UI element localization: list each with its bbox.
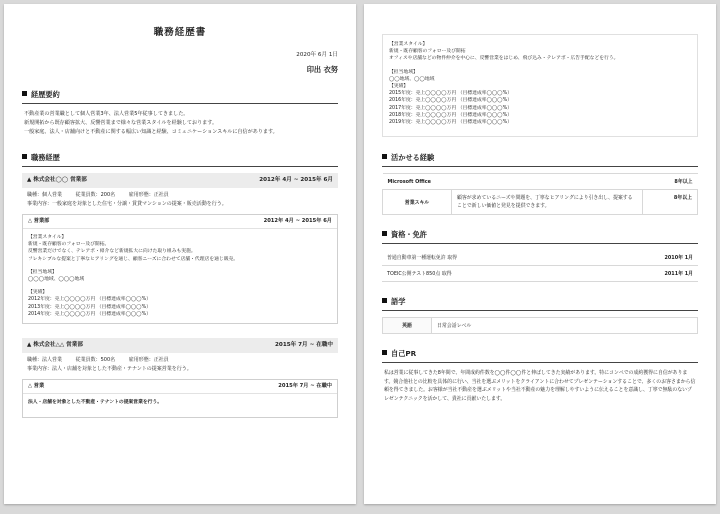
license-name: TOEIC公開テスト850点 取得 — [382, 266, 644, 282]
detail-line: 2015年度：売上◯◯◯◯万円 （目標達成率◯◯◯%） — [389, 91, 513, 97]
department-body — [23, 229, 337, 323]
section-heading-summary-label: 経歴要約 — [31, 90, 60, 99]
language-level: 日常会話レベル — [432, 318, 698, 334]
continued-department-box — [382, 34, 698, 137]
detail-line: 【担当地域】 — [389, 69, 418, 75]
department-header — [23, 215, 337, 229]
page-1 — [4, 4, 356, 504]
summary-line: 一般家庭、法人・店舗向けと不動産に関する幅広い知識と経験、コミュニケーションスキルに自信があります。 — [24, 129, 278, 135]
company-name: ▲ 株式会社△△ 営業部 — [27, 342, 83, 349]
table-row — [383, 174, 698, 190]
detail-line: 【実績】 — [28, 290, 48, 296]
skill-description: 顧客が求めているニーズや問題を、丁寧なヒアリングにより引き出し、提案することで新しい価値と発見を提供できます。 — [452, 190, 643, 215]
detail-line: 2017年度：売上◯◯◯◯万円 （目標達成率◯◯◯%） — [389, 105, 513, 111]
detail-line: 法人・店舗を対象とした不動産・テナントの提案営業を行う。 — [28, 400, 163, 406]
company-info — [22, 353, 338, 379]
department-period: 2015年 7月 ~ 在職中 — [278, 383, 332, 390]
detail-line: 2012年度：売上◯◯◯◯万円 （目標達成率◯◯◯%） — [28, 297, 152, 303]
skill-description — [452, 174, 643, 190]
skills-table — [382, 173, 698, 215]
language-name: 英語 — [383, 318, 432, 334]
table-row — [382, 250, 698, 266]
detail-line: 新規・既存顧客のフォロー及び開拓 — [389, 49, 466, 55]
department-box — [22, 379, 338, 418]
document-title: 職務経歴書 — [153, 27, 207, 38]
page-2 — [364, 4, 716, 504]
detail-line: 【営業スタイル】 — [28, 235, 67, 240]
square-bullet-icon — [22, 91, 27, 96]
licenses-table — [382, 250, 698, 282]
table-row — [382, 266, 698, 282]
skill-years: 8年以上 — [643, 190, 698, 215]
square-bullet-icon — [22, 154, 27, 159]
self-pr-text: 私は営業に従事してきた8年間で、年間成約件数を◯◯件◯◯件と伸ばしてきた実績があります。特にコンペでの成約獲得に自信があります。競合他社との比較を具体的に行い、当社を選ぶメリットをクライアントに合わせてプレゼンテーションすることで、多くのお客さまから信頼を得てきました。お客様が当社不動産を選ぶメリットや当社不動産の魅力を理解しやすいように伝えることを意識し、丁寧で無駄のないプレゼンテクニックを活かして、貴社に貢献いたします。 — [384, 370, 696, 403]
department-name: △ 営業 — [28, 383, 45, 390]
detail-line: 【営業スタイル】 — [389, 42, 428, 47]
languages-table — [382, 317, 698, 334]
detail-line: 【担当地域】 — [28, 269, 57, 275]
department-period: 2012年 4月 ~ 2015年 6月 — [263, 218, 332, 224]
applicant-name: 印出 衣努 — [306, 65, 338, 74]
license-date: 2011年 1月 — [644, 266, 698, 282]
company-name: ▲ 株式会社◯◯ 営業部 — [27, 177, 87, 183]
section-heading-licenses-label: 資格・免許 — [391, 230, 427, 240]
company-header — [22, 173, 338, 188]
company-header — [22, 338, 338, 353]
detail-line: ◯◯地域、◯◯地域 — [389, 76, 435, 82]
company-business: 事業内容：法人・店舗を対象とした不動産・テナントの提案営業を行う。 — [27, 366, 192, 373]
detail-line: フレキシブルな提案と丁寧なヒアリングを通じ、顧客ニーズに合わせて店舗・代理店を通じ販売。 — [28, 256, 239, 262]
summary-text — [22, 110, 338, 137]
department-box — [22, 214, 338, 324]
detail-line: 新規・既存顧客のフォロー及び開拓。 — [28, 242, 110, 248]
section-heading-skills — [382, 153, 698, 167]
section-heading-skills-label: 活かせる経験 — [391, 153, 435, 163]
skill-years: 8年以上 — [643, 174, 698, 190]
license-date: 2010年 1月 — [644, 250, 698, 266]
section-heading-summary — [22, 90, 338, 104]
company-period: 2015年 7月 ~ 在職中 — [275, 342, 333, 349]
summary-line: 不動産業の営業職として個人営業3年、法人営業5年従事してきました。 — [24, 111, 189, 117]
detail-line: ◯◯◯地域、◯◯◯地域 — [28, 277, 85, 283]
company-business: 事業内容：一般家庭を対象とした住宅・分譲・賃貸マンションの提案・販売活動を行う。 — [27, 201, 227, 207]
company-job-type: 職種：個人営業 — [27, 192, 63, 198]
summary-line: 新規開拓から既存顧客拡大、反響営業まで様々な営業スタイルを経験しております。 — [24, 120, 218, 126]
company-job-type: 職種：法人営業 — [27, 357, 63, 364]
section-heading-history — [22, 153, 338, 167]
detail-line: 2019年度：売上◯◯◯◯万円 （目標達成率◯◯◯%） — [389, 120, 513, 126]
square-bullet-icon — [382, 154, 387, 159]
section-heading-licenses — [382, 230, 698, 244]
detail-line: 2014年度：売上◯◯◯◯万円 （目標達成率◯◯◯%） — [28, 311, 152, 317]
department-name: △ 営業部 — [28, 218, 50, 224]
spacer — [28, 406, 332, 412]
detail-line: オフィスや店舗などの物件仲介を中心に、反響営業をはじめ、飛び込み・テレアポ・広告手配などを行う。 — [389, 56, 619, 62]
department-header — [23, 380, 337, 394]
detail-line: 2013年度：売上◯◯◯◯万円 （目標達成率◯◯◯%） — [28, 304, 152, 310]
company-employees: 従業員数：200名 — [75, 192, 116, 198]
square-bullet-icon — [382, 350, 387, 355]
section-heading-pr — [382, 349, 698, 363]
detail-line: 反響営業だけでなく、テレアポ・紹介など新規拡大に向けた取り組みも実施。 — [28, 249, 196, 255]
department-body — [23, 394, 337, 417]
skill-label: Microsoft Office — [383, 174, 452, 190]
company-info — [22, 188, 338, 214]
continued-department-body — [383, 35, 697, 136]
detail-line: 【実績】 — [389, 84, 409, 90]
section-heading-pr-label: 自己PR — [391, 349, 417, 359]
section-heading-languages — [382, 297, 698, 311]
company-period: 2012年 4月 ~ 2015年 6月 — [259, 177, 333, 183]
document-date: 2020年 6月 1日 — [296, 52, 338, 58]
company-employment-type: 雇用形態：正社員 — [128, 357, 169, 364]
skill-label: 営業スキル — [383, 190, 452, 215]
detail-line: 2016年度：売上◯◯◯◯万円 （目標達成率◯◯◯%） — [389, 98, 513, 104]
license-name: 普通自動車第一種運転免許 取得 — [382, 250, 644, 266]
table-row — [383, 318, 698, 334]
section-heading-languages-label: 語学 — [391, 297, 406, 307]
company-employees: 従業員数：500名 — [75, 357, 116, 364]
section-heading-history-label: 職務経歴 — [31, 153, 60, 162]
table-row — [383, 190, 698, 215]
square-bullet-icon — [382, 298, 387, 303]
detail-line: 2018年度：売上◯◯◯◯万円 （目標達成率◯◯◯%） — [389, 112, 513, 118]
company-employment-type: 雇用形態：正社員 — [128, 192, 169, 198]
square-bullet-icon — [382, 231, 387, 236]
